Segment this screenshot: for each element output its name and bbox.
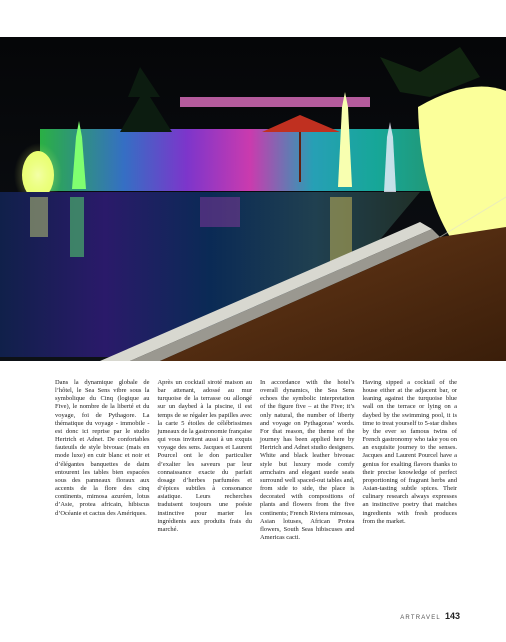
- column-text: Après un cocktail siroté maison au bar attenant, adossé au mur turquoise de la terrasse ou allongé sur un daybed à la piscine, il est temps de se régaler les papilles avec la carte 5 étoiles de célébrissimes jumeaux de la gastronomie française qui vous invitent aussi à un exquis voyage des sens. Jacques et Laurent Pourcel ont le don particulier d’exalter les saveurs par leur connaissance exacte du parfait dosage d’herbes parfumées et d’épices subtiles à consonance asiatique. Leurs recherches traduisent toujours une poésie instinctive pour marier les ingrédients aux produits frais du marché.: [157, 379, 252, 533]
- hero-photo-pool-terrace: [0, 37, 506, 361]
- page-number: 143: [444, 611, 460, 621]
- article-column-english-2: [363, 379, 458, 542]
- article-column-french-2: [158, 379, 253, 542]
- article-columns: [55, 379, 457, 542]
- column-text: In accordance with the hotel’s overall dynamics, the Sea Sens echoes the symbolic interpretation of the figure five – at the Five; it’s only natural, the number of liberty and voyage on Pythagoras’ words. For that reason, the theme of the journey has been applied here by Hertrich and Adnet studio designers. White and black leather bivouac style but luxury mode comfy armchairs and elegant suede seats surround well spaced-out tables and, from side to side, the place is decorated with compositions of plants and flowers from the five continents; French Riviera mimosas, Asian lotuses, African Protea flowers, South Seas hibiscuses and Americas cacti.: [260, 379, 355, 541]
- article-column-french-1: [55, 379, 150, 542]
- article-column-english-1: [260, 379, 355, 542]
- column-text: Having sipped a cocktail of the house either at the adjacent bar, or leaning against the turquoise blue wall on the terrace or lying on a daybed by the swimming pool, it is time to treat yourself to 5-star dishes by the ever so famous twins of French gastronomy who take you on an exquisite journey to the senses. Jacques and Laurent Pourcel have a genius for exalting flavors thanks to their precise knowledge of perfect proportioning of fragrant herbs and Asian-tasting subtle spices. Their culinary research always expresses an instinctive poetry that matches ingredients with fresh produces from the market.: [362, 379, 457, 525]
- page-footer: [400, 611, 460, 621]
- magazine-brand: ARTRAVEL: [400, 615, 441, 621]
- column-text: Dans la dynamique globale de l’hôtel, le Sea Sens vibre sous la symbolique du Cinq (logique au Five), le nombre de la liberté et du voyage, foi de Pythagore. La thématique du voyage - immobile - est donc ici reprise par le studio Hertrich et Adnet. De confortables fauteuils de style bivouac (mais en mode luxe) en cuir blanc et noir et d’élégantes banquettes de daim entourent les tables bien espacées sous des panneaux floraux aux accents de la flore des cinq continents, mimosa azuréen, lotus d’Asie, protea africain, hibiscus d’Océanie et cactus des Amériques.: [55, 379, 150, 517]
